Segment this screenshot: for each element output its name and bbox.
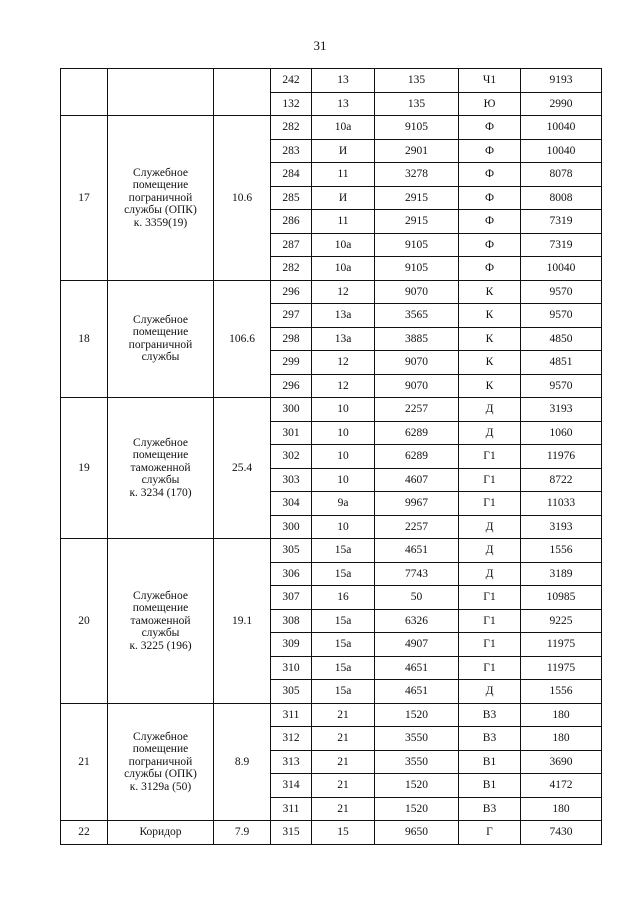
distance-cell: 3193 [521, 515, 602, 539]
room-name-line: пограничной [128, 755, 193, 768]
floor-cell: 21 [312, 750, 375, 774]
zone-cell: Ф [459, 186, 521, 210]
room-name-cell [108, 116, 214, 281]
room-number-cell: 19 [61, 398, 108, 539]
room-name-line: Служебное [133, 166, 188, 179]
floor-cell: 15 [312, 821, 375, 845]
point-number-cell: 242 [271, 69, 312, 93]
distance-cell: 7430 [521, 821, 602, 845]
distance-cell: 180 [521, 797, 602, 821]
zone-cell: Ф [459, 116, 521, 140]
floor-cell: 16 [312, 586, 375, 610]
code-cell: 9070 [375, 351, 459, 375]
code-cell: 2257 [375, 515, 459, 539]
room-area-cell: 106.6 [214, 280, 271, 398]
table-row [61, 539, 602, 563]
code-cell: 2257 [375, 398, 459, 422]
code-cell: 2915 [375, 210, 459, 234]
point-number-cell: 296 [271, 374, 312, 398]
zone-cell: К [459, 280, 521, 304]
zone-cell: Г1 [459, 656, 521, 680]
zone-cell: Ф [459, 139, 521, 163]
point-number-cell: 302 [271, 445, 312, 469]
zone-cell: Д [459, 680, 521, 704]
room-number-cell: 17 [61, 116, 108, 281]
point-number-cell: 298 [271, 327, 312, 351]
point-number-cell: 285 [271, 186, 312, 210]
point-number-cell: 311 [271, 703, 312, 727]
room-area-cell: 10.6 [214, 116, 271, 281]
distance-cell: 3690 [521, 750, 602, 774]
distance-cell: 4172 [521, 774, 602, 798]
point-number-cell: 312 [271, 727, 312, 751]
floor-cell: 10 [312, 398, 375, 422]
zone-cell: Г [459, 821, 521, 845]
zone-cell: Ю [459, 92, 521, 116]
code-cell: 9967 [375, 492, 459, 516]
zone-cell: К [459, 327, 521, 351]
room-name-line: к. 3225 (196) [129, 639, 192, 652]
distance-cell: 180 [521, 703, 602, 727]
zone-cell: В3 [459, 727, 521, 751]
room-area-cell: 7.9 [214, 821, 271, 845]
room-name-cell [108, 703, 214, 821]
floor-cell: 12 [312, 374, 375, 398]
zone-cell: Г1 [459, 609, 521, 633]
floor-cell: 15а [312, 609, 375, 633]
room-name-line: службы [141, 627, 180, 639]
floor-cell: И [312, 139, 375, 163]
point-number-cell: 300 [271, 515, 312, 539]
zone-cell: Г1 [459, 468, 521, 492]
zone-cell: В1 [459, 774, 521, 798]
code-cell: 9105 [375, 116, 459, 140]
room-name-line: таможенной [130, 614, 191, 627]
distance-cell: 180 [521, 727, 602, 751]
floor-cell: 10а [312, 233, 375, 257]
point-number-cell: 307 [271, 586, 312, 610]
distance-cell: 10040 [521, 257, 602, 281]
point-number-cell: 311 [271, 797, 312, 821]
distance-cell: 7319 [521, 210, 602, 234]
point-number-cell: 310 [271, 656, 312, 680]
points-table [60, 68, 602, 845]
distance-cell: 11033 [521, 492, 602, 516]
zone-cell: В3 [459, 797, 521, 821]
table-row [61, 703, 602, 727]
floor-cell: 10 [312, 445, 375, 469]
floor-cell: 21 [312, 774, 375, 798]
floor-cell: 21 [312, 797, 375, 821]
table-row [61, 280, 602, 304]
point-number-cell: 301 [271, 421, 312, 445]
floor-cell: 15а [312, 539, 375, 563]
room-number-cell: 20 [61, 539, 108, 704]
floor-cell: 15а [312, 633, 375, 657]
point-number-cell: 297 [271, 304, 312, 328]
point-number-cell: 304 [271, 492, 312, 516]
room-name-cell [108, 398, 214, 539]
point-number-cell: 299 [271, 351, 312, 375]
point-number-cell: 306 [271, 562, 312, 586]
room-name-line: Служебное [133, 436, 188, 449]
room-name-line: помещение [132, 179, 189, 191]
zone-cell: Г1 [459, 492, 521, 516]
distance-cell: 8008 [521, 186, 602, 210]
room-name-cell [108, 539, 214, 704]
point-number-cell: 284 [271, 163, 312, 187]
code-cell: 6289 [375, 445, 459, 469]
zone-cell: Ф [459, 210, 521, 234]
room-name-line: помещение [132, 743, 189, 755]
room-area-cell: 8.9 [214, 703, 271, 821]
zone-cell: Д [459, 562, 521, 586]
code-cell: 4651 [375, 656, 459, 680]
floor-cell: 15а [312, 562, 375, 586]
point-number-cell: 296 [271, 280, 312, 304]
floor-cell: 21 [312, 703, 375, 727]
point-number-cell: 305 [271, 539, 312, 563]
room-area-cell [214, 69, 271, 116]
zone-cell: Г1 [459, 633, 521, 657]
distance-cell: 3189 [521, 562, 602, 586]
code-cell: 3550 [375, 727, 459, 751]
room-number-cell [61, 69, 108, 116]
room-area-cell: 25.4 [214, 398, 271, 539]
point-number-cell: 308 [271, 609, 312, 633]
point-number-cell: 300 [271, 398, 312, 422]
distance-cell: 1060 [521, 421, 602, 445]
point-number-cell: 282 [271, 257, 312, 281]
floor-cell: 10а [312, 257, 375, 281]
point-number-cell: 282 [271, 116, 312, 140]
distance-cell: 9570 [521, 280, 602, 304]
floor-cell: 10 [312, 468, 375, 492]
room-name-line: к. 3234 (170) [129, 486, 192, 499]
code-cell: 9105 [375, 257, 459, 281]
zone-cell: Ф [459, 163, 521, 187]
floor-cell: 11 [312, 210, 375, 234]
distance-cell: 9225 [521, 609, 602, 633]
point-number-cell: 287 [271, 233, 312, 257]
distance-cell: 10985 [521, 586, 602, 610]
zone-cell: Ч1 [459, 69, 521, 93]
room-name-line: Служебное [133, 589, 188, 602]
distance-cell: 11976 [521, 445, 602, 469]
distance-cell: 11975 [521, 656, 602, 680]
floor-cell: 21 [312, 727, 375, 751]
floor-cell: 13а [312, 327, 375, 351]
code-cell: 135 [375, 69, 459, 93]
point-number-cell: 315 [271, 821, 312, 845]
code-cell: 2901 [375, 139, 459, 163]
room-name-cell [108, 821, 214, 845]
zone-cell: К [459, 304, 521, 328]
room-name-line: службы (ОПК) [124, 768, 197, 780]
floor-cell: 15а [312, 680, 375, 704]
room-name-line: Коридор [139, 826, 182, 838]
code-cell: 3565 [375, 304, 459, 328]
point-number-cell: 283 [271, 139, 312, 163]
distance-cell: 8722 [521, 468, 602, 492]
zone-cell: Ф [459, 233, 521, 257]
code-cell: 4651 [375, 680, 459, 704]
floor-cell: 13а [312, 304, 375, 328]
floor-cell: 10 [312, 515, 375, 539]
room-name-line: службы (ОПК) [124, 204, 197, 216]
distance-cell: 9570 [521, 304, 602, 328]
zone-cell: Д [459, 421, 521, 445]
room-name-line: пограничной [128, 338, 193, 351]
point-number-cell: 314 [271, 774, 312, 798]
room-name-line: службы [141, 351, 180, 364]
floor-cell: И [312, 186, 375, 210]
distance-cell: 4850 [521, 327, 602, 351]
room-name-line: помещение [132, 602, 189, 614]
zone-cell: Д [459, 515, 521, 539]
point-number-cell: 309 [271, 633, 312, 657]
code-cell: 4651 [375, 539, 459, 563]
floor-cell: 10а [312, 116, 375, 140]
room-area-cell: 19.1 [214, 539, 271, 704]
code-cell: 3550 [375, 750, 459, 774]
table-row [61, 398, 602, 422]
floor-cell: 12 [312, 351, 375, 375]
zone-cell: Ф [459, 257, 521, 281]
distance-cell: 2990 [521, 92, 602, 116]
zone-cell: К [459, 351, 521, 375]
code-cell: 9105 [375, 233, 459, 257]
point-number-cell: 132 [271, 92, 312, 116]
code-cell: 1520 [375, 703, 459, 727]
code-cell: 9070 [375, 280, 459, 304]
zone-cell: К [459, 374, 521, 398]
distance-cell: 4851 [521, 351, 602, 375]
code-cell: 9070 [375, 374, 459, 398]
code-cell: 1520 [375, 774, 459, 798]
code-cell: 7743 [375, 562, 459, 586]
code-cell: 4607 [375, 468, 459, 492]
table-row [61, 116, 602, 140]
code-cell: 4907 [375, 633, 459, 657]
zone-cell: Д [459, 398, 521, 422]
distance-cell: 7319 [521, 233, 602, 257]
zone-cell: В1 [459, 750, 521, 774]
floor-cell: 13 [312, 69, 375, 93]
code-cell: 3885 [375, 327, 459, 351]
page-number: 31 [313, 38, 327, 53]
zone-cell: Г1 [459, 445, 521, 469]
code-cell: 135 [375, 92, 459, 116]
point-number-cell: 303 [271, 468, 312, 492]
zone-cell: Г1 [459, 586, 521, 610]
room-name-line: таможенной [130, 461, 191, 474]
room-name-line: к. 3129а (50) [129, 780, 192, 793]
room-name-cell [108, 69, 214, 116]
room-name-line: помещение [132, 449, 189, 462]
code-cell: 1520 [375, 797, 459, 821]
room-name-cell [108, 280, 214, 398]
distance-cell: 9570 [521, 374, 602, 398]
code-cell: 2915 [375, 186, 459, 210]
distance-cell: 1556 [521, 680, 602, 704]
point-number-cell: 305 [271, 680, 312, 704]
point-number-cell: 313 [271, 750, 312, 774]
code-cell: 9650 [375, 821, 459, 845]
distance-cell: 10040 [521, 139, 602, 163]
room-name-line: пограничной [128, 191, 193, 204]
distance-cell: 9193 [521, 69, 602, 93]
floor-cell: 12 [312, 280, 375, 304]
zone-cell: В3 [459, 703, 521, 727]
floor-cell: 13 [312, 92, 375, 116]
code-cell: 3278 [375, 163, 459, 187]
distance-cell: 11975 [521, 633, 602, 657]
distance-cell: 10040 [521, 116, 602, 140]
room-number-cell: 21 [61, 703, 108, 821]
table-row [61, 69, 602, 93]
room-name-line: Служебное [133, 313, 188, 326]
zone-cell: Д [459, 539, 521, 563]
floor-cell: 10 [312, 421, 375, 445]
code-cell: 6326 [375, 609, 459, 633]
room-name-line: помещение [132, 326, 189, 339]
floor-cell: 9а [312, 492, 375, 516]
distance-cell: 1556 [521, 539, 602, 563]
point-number-cell: 286 [271, 210, 312, 234]
floor-cell: 15а [312, 656, 375, 680]
code-cell: 6289 [375, 421, 459, 445]
code-cell: 50 [375, 586, 459, 610]
room-number-cell: 22 [61, 821, 108, 845]
distance-cell: 3193 [521, 398, 602, 422]
room-name-line: к. 3359(19) [133, 216, 188, 229]
room-name-line: Служебное [133, 730, 188, 743]
room-name-line: службы [141, 474, 180, 487]
distance-cell: 8078 [521, 163, 602, 187]
floor-cell: 11 [312, 163, 375, 187]
room-number-cell: 18 [61, 280, 108, 398]
table-row [61, 821, 602, 845]
